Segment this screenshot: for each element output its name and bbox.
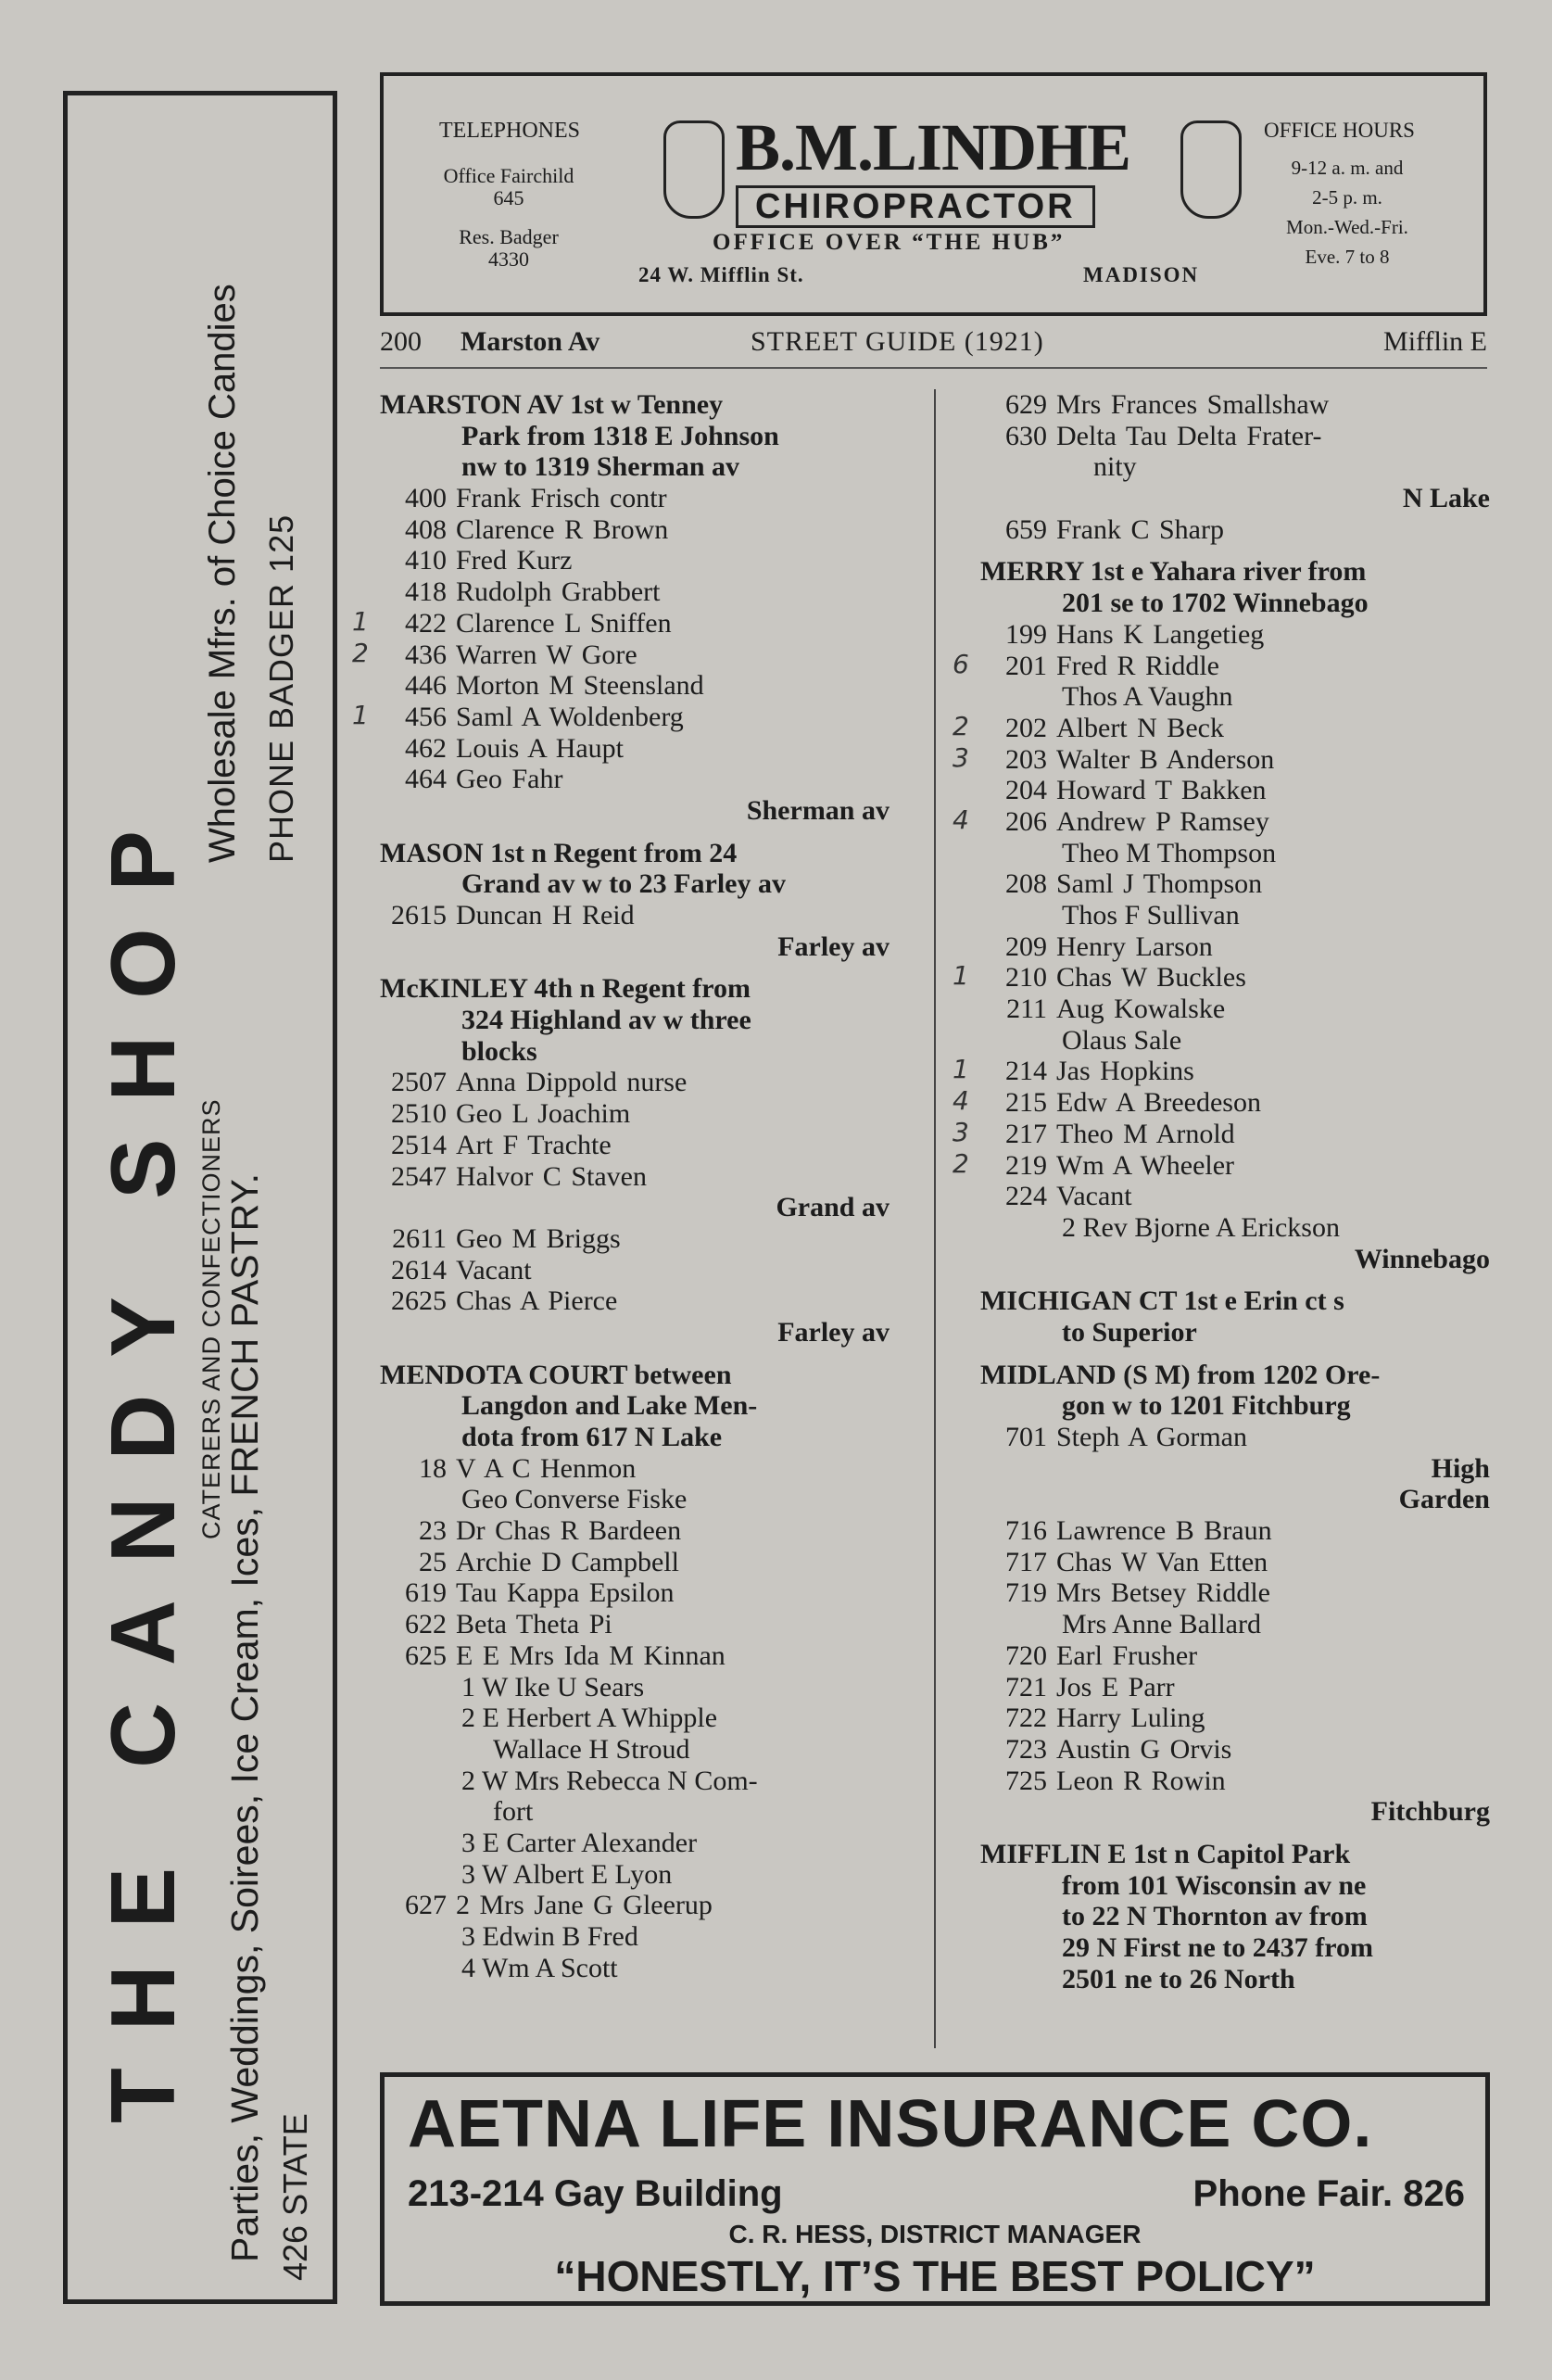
house-number: 2615	[391, 900, 447, 930]
house-number: 23	[419, 1515, 447, 1547]
resident-name: Albert N Beck	[1056, 712, 1224, 743]
directory-entry	[380, 514, 890, 546]
office-hours-4: Eve. 7 to 8	[1305, 246, 1390, 268]
resident-name: Tau Kappa Epsilon	[456, 1577, 675, 1609]
resident-name: Aug Kowalske	[1056, 994, 1226, 1025]
header-right-street: Mifflin E	[1383, 326, 1487, 357]
spacer	[980, 1348, 1490, 1360]
resident-name: Hans K Langetieg	[1056, 618, 1265, 650]
house-number: 717	[1005, 1546, 1047, 1577]
continuation-entry: fort	[493, 1796, 534, 1828]
resident-name: Art F Trachte	[456, 1129, 612, 1160]
house-number: 625	[405, 1639, 447, 1671]
directory-entry	[380, 1098, 890, 1130]
chiropractor-name: B.M.LINDHE	[736, 110, 1131, 184]
resident-name: Harry Luling	[1056, 1703, 1205, 1734]
cross-street: Garden	[1398, 1484, 1490, 1515]
candy-shop-wholesale: Wholesale Mfrs. of Choice Candies	[202, 284, 243, 863]
directory-entry	[380, 1890, 890, 1921]
house-number: 215	[1005, 1087, 1047, 1119]
street-heading: nw to 1319 Sherman av	[461, 451, 740, 483]
directory-entry	[980, 1515, 1490, 1547]
directory-entry	[980, 619, 1490, 651]
office-address: 24 W. Mifflin St.	[638, 263, 804, 286]
office-hours-title: OFFICE HOURS	[1264, 119, 1415, 142]
directory-entry	[380, 1285, 890, 1317]
office-hours-1: 9-12 a. m. and	[1291, 157, 1404, 179]
candy-shop-phone: PHONE BADGER 125	[262, 513, 300, 863]
house-number: 630	[1005, 420, 1047, 451]
street-heading: Langdon and Lake Men-	[461, 1390, 758, 1422]
res-phone-number: 4330	[488, 247, 529, 271]
handwritten-mark: 1	[352, 605, 369, 637]
street-heading: gon w to 1201 Fitchburg	[1062, 1390, 1351, 1422]
house-number: 659	[1005, 513, 1047, 545]
spacer	[980, 545, 1490, 556]
directory-entry	[380, 1515, 890, 1547]
cross-street: Farley av	[777, 1316, 890, 1348]
handwritten-mark: 4	[953, 1085, 969, 1117]
cross-street: Farley av	[777, 930, 890, 962]
house-number: 204	[1005, 775, 1047, 806]
directory-entry	[980, 994, 1490, 1025]
cross-street: N Lake	[1402, 483, 1490, 514]
resident-name: Edw A Breedeson	[1056, 1087, 1261, 1119]
directory-entry	[380, 733, 890, 765]
house-number: 2507	[391, 1067, 447, 1098]
directory-entry	[980, 1703, 1490, 1734]
page-title: STREET GUIDE (1921)	[751, 326, 1044, 357]
street-heading: from 101 Wisconsin av ne	[1062, 1869, 1367, 1901]
resident-name: Geo M Briggs	[456, 1222, 621, 1254]
house-number: 2625	[391, 1285, 447, 1317]
candy-shop-services: Parties, Weddings, Soirees, Ice Cream, Ices, FRENCH PASTRY.	[223, 1173, 266, 2262]
resident-name: Morton M Steensland	[456, 670, 704, 702]
aetna-name: AETNA LIFE INSURANCE CO.	[408, 2087, 1373, 2161]
resident-name: Archie D Campbell	[456, 1546, 679, 1577]
continuation-entry: 3 E Carter Alexander	[461, 1827, 698, 1858]
house-number: 408	[405, 513, 447, 545]
directory-entry	[953, 710, 1490, 744]
resident-name: Rudolph Grabbert	[456, 576, 661, 608]
house-number: 422	[405, 607, 447, 639]
resident-name: Vacant	[1056, 1181, 1132, 1212]
directory-entry	[380, 1130, 890, 1161]
directory-entry	[980, 1672, 1490, 1703]
house-number: 208	[1005, 868, 1047, 900]
house-number: 210	[1005, 962, 1047, 994]
aetna-address: 213-214 Gay Building	[408, 2173, 783, 2214]
scroll-ornament-left-icon	[663, 120, 725, 219]
directory-entry	[980, 514, 1490, 546]
resident-name: Halvor C Staven	[456, 1160, 647, 1192]
candy-shop-ad	[63, 91, 337, 2304]
directory-entry	[980, 1766, 1490, 1797]
aetna-ad	[380, 2072, 1490, 2306]
continuation-entry: 3 W Albert E Lyon	[461, 1858, 673, 1890]
office-phone-number: 645	[493, 186, 524, 209]
house-number: 18	[419, 1452, 447, 1484]
resident-name: Vacant	[456, 1254, 532, 1285]
directory-entry	[953, 741, 1490, 776]
house-number: 211	[1006, 994, 1047, 1025]
handwritten-mark: 6	[953, 648, 969, 679]
cross-street: Grand av	[776, 1192, 890, 1223]
candy-shop-address: 426 STATE	[276, 2113, 314, 2281]
resident-name: Chas W Van Etten	[1056, 1546, 1268, 1577]
cross-street: High	[1431, 1452, 1490, 1484]
resident-name: Mrs Frances Smallshaw	[1056, 389, 1330, 420]
street-heading: MERRY 1st e Yahara river from	[980, 556, 1367, 588]
office-hours-3: Mon.-Wed.-Fri.	[1286, 216, 1408, 238]
house-number: 446	[405, 670, 447, 702]
directory-entry	[380, 1577, 890, 1609]
handwritten-mark: 2	[953, 1147, 969, 1179]
resident-name: Theo M Arnold	[1056, 1118, 1235, 1149]
handwritten-mark: 1	[953, 1054, 969, 1085]
street-heading: McKINLEY 4th n Regent from	[380, 973, 751, 1005]
resident-name: Warren W Gore	[456, 639, 637, 670]
handwritten-mark: 2	[953, 710, 969, 741]
spacer	[380, 1348, 890, 1360]
handwritten-mark: 4	[953, 804, 969, 835]
resident-name: 2 Mrs Jane G Gleerup	[456, 1890, 713, 1921]
continuation-entry: 3 Edwin B Fred	[461, 1921, 638, 1952]
directory-entry	[380, 545, 890, 576]
resident-name: E E Mrs Ida M Kinnan	[456, 1639, 726, 1671]
directory-entry	[380, 670, 890, 702]
continuation-entry: Theo M Thompson	[1062, 837, 1277, 868]
house-number: 627	[405, 1890, 447, 1921]
directory-entry	[953, 1116, 1490, 1150]
directory-entry	[980, 775, 1490, 806]
directory-entry	[953, 648, 1490, 682]
continuation-entry: 2 W Mrs Rebecca N Com-	[461, 1765, 758, 1796]
header-divider	[380, 367, 1487, 369]
house-number: 214	[1005, 1056, 1047, 1087]
aetna-manager: C. R. HESS, DISTRICT MANAGER	[728, 2220, 1142, 2248]
spacer	[980, 1274, 1490, 1285]
page-number: 200	[380, 326, 422, 357]
directory-entry	[953, 1147, 1490, 1182]
header-left-street: Marston Av	[461, 326, 600, 357]
office-hours-2: 2-5 p. m.	[1312, 186, 1382, 209]
directory-entry	[352, 637, 890, 671]
resident-name: V A C Henmon	[456, 1452, 637, 1484]
resident-name: Delta Tau Delta Frater-	[1056, 420, 1322, 451]
house-number: 436	[405, 639, 447, 670]
continuation-entry: 1 W Ike U Sears	[461, 1671, 645, 1703]
resident-name: Leon R Rowin	[1056, 1765, 1226, 1796]
cross-street: Winnebago	[1354, 1243, 1490, 1274]
street-heading: to 22 N Thornton av from	[1062, 1901, 1368, 1932]
directory-entry	[953, 804, 1490, 838]
house-number: 199	[1005, 618, 1047, 650]
resident-name: Duncan H Reid	[456, 900, 635, 930]
directory-entry	[380, 1255, 890, 1286]
resident-name: Frank C Sharp	[1056, 513, 1224, 545]
directory-entry	[980, 389, 1490, 421]
street-heading: 324 Highland av w three	[461, 1005, 751, 1036]
resident-name: Clarence L Sniffen	[456, 607, 672, 639]
house-number: 2547	[391, 1160, 447, 1192]
house-number: 206	[1005, 805, 1047, 837]
cross-street: Fitchburg	[1370, 1796, 1490, 1828]
house-number: 2611	[392, 1222, 447, 1254]
house-number: 2614	[391, 1254, 447, 1285]
resident-name: Clarence R Brown	[456, 513, 669, 545]
house-number: 721	[1005, 1671, 1047, 1703]
continuation-entry: nity	[1093, 451, 1137, 483]
house-number: 462	[405, 732, 447, 764]
candy-shop-title: THE CANDY SHOP	[92, 793, 194, 2123]
street-heading: dota from 617 N Lake	[461, 1422, 723, 1452]
spacer	[980, 1828, 1490, 1839]
resident-name: Jas Hopkins	[1056, 1056, 1194, 1087]
directory-entry	[380, 1640, 890, 1672]
directory-entry	[980, 931, 1490, 963]
continuation-entry: Geo Converse Fiske	[461, 1484, 688, 1515]
handwritten-mark: 3	[953, 1116, 969, 1147]
candy-shop-ad-rotated	[68, 95, 333, 2299]
resident-name: Fred R Riddle	[1056, 650, 1219, 681]
directory-entry	[380, 900, 890, 931]
resident-name: Dr Chas R Bardeen	[456, 1515, 682, 1547]
handwritten-mark: 1	[352, 699, 369, 730]
office-phone	[425, 165, 592, 209]
chiropractor-profession: CHIROPRACTOR	[736, 185, 1095, 228]
street-heading: Park from 1318 E Johnson	[461, 420, 779, 451]
house-number: 224	[1005, 1181, 1047, 1212]
resident-name: Chas A Pierce	[456, 1285, 618, 1317]
street-heading: MASON 1st n Regent from 24	[380, 837, 738, 868]
continuation-entry: 2 E Herbert A Whipple	[461, 1703, 718, 1734]
directory-entry	[980, 1734, 1490, 1766]
house-number: 701	[1005, 1422, 1047, 1452]
street-heading: 29 N First ne to 2437 from	[1062, 1932, 1374, 1963]
directory-entry	[980, 1547, 1490, 1578]
chiropractor-ad	[380, 72, 1487, 316]
resident-name: Geo L Joachim	[456, 1098, 631, 1130]
house-number: 418	[405, 576, 447, 608]
continuation-entry: 2 Rev Bjorne A Erickson	[1062, 1211, 1340, 1243]
street-heading: MIDLAND (S M) from 1202 Ore-	[980, 1359, 1381, 1390]
house-number: 25	[419, 1546, 447, 1577]
resident-name: Saml J Thompson	[1056, 868, 1263, 900]
house-number: 2514	[391, 1129, 447, 1160]
resident-name: Earl Frusher	[1056, 1639, 1198, 1671]
directory-entry	[980, 1181, 1490, 1212]
directory-entry	[352, 605, 890, 639]
resident-name: Walter B Anderson	[1056, 743, 1275, 775]
house-number: 410	[405, 545, 447, 576]
resident-name: Howard T Bakken	[1056, 775, 1267, 806]
directory-entry	[980, 421, 1490, 452]
street-heading: blocks	[461, 1035, 537, 1067]
handwritten-mark: 2	[352, 637, 369, 668]
cross-street: Sherman av	[746, 794, 890, 826]
resident-name: Lawrence B Braun	[1056, 1515, 1272, 1547]
resident-name: Henry Larson	[1056, 930, 1213, 962]
resident-name: Saml A Woldenberg	[456, 701, 684, 732]
directory-entry	[380, 1067, 890, 1098]
left-column	[352, 389, 890, 1983]
resident-name: Chas W Buckles	[1056, 962, 1246, 994]
resident-name: Andrew P Ramsey	[1056, 805, 1269, 837]
directory-entry	[980, 1422, 1490, 1453]
resident-name: Steph A Gorman	[1056, 1422, 1247, 1452]
house-number: 464	[405, 764, 447, 795]
street-heading: MENDOTA COURT between	[380, 1359, 732, 1390]
house-number: 202	[1005, 712, 1047, 743]
house-number: 720	[1005, 1639, 1047, 1671]
resident-name: Anna Dippold nurse	[456, 1067, 688, 1098]
directory-entry	[380, 483, 890, 514]
house-number: 622	[405, 1609, 447, 1640]
continuation-entry: Mrs Anne Ballard	[1062, 1609, 1261, 1640]
resident-name: Frank Frisch contr	[456, 483, 667, 514]
handwritten-mark: 1	[953, 960, 969, 992]
telephones-label: TELEPHONES	[439, 119, 580, 143]
directory-entry	[380, 764, 890, 795]
street-heading: MIFFLIN E 1st n Capitol Park	[980, 1838, 1351, 1869]
continuation-entry: Wallace H Stroud	[493, 1733, 690, 1765]
directory-entry	[980, 1577, 1490, 1609]
aetna-slogan: “HONESTLY, IT’S THE BEST POLICY”	[554, 2252, 1316, 2300]
directory-entry	[380, 1453, 890, 1485]
directory-entry	[380, 1547, 890, 1578]
spacer	[380, 962, 890, 973]
office-location: OFFICE OVER “THE HUB”	[713, 230, 1066, 255]
directory-entry	[953, 960, 1490, 994]
resident-name: Beta Theta Pi	[456, 1609, 612, 1640]
resident-name: Louis A Haupt	[456, 732, 625, 764]
continuation-entry: Thos F Sullivan	[1062, 900, 1240, 930]
house-number: 725	[1005, 1765, 1047, 1796]
house-number: 217	[1005, 1118, 1047, 1149]
street-heading: MICHIGAN CT 1st e Erin ct s	[980, 1285, 1344, 1317]
column-divider	[934, 389, 936, 2048]
house-number: 2510	[391, 1098, 447, 1130]
res-phone-label: Res. Badger	[459, 225, 559, 248]
res-phone	[425, 226, 592, 271]
house-number: 456	[405, 701, 447, 732]
resident-name: Geo Fahr	[456, 764, 563, 795]
house-number: 722	[1005, 1703, 1047, 1734]
house-number: 716	[1005, 1515, 1047, 1547]
directory-entry	[980, 1640, 1490, 1672]
aetna-phone: Phone Fair. 826	[1192, 2173, 1465, 2214]
house-number: 201	[1005, 650, 1047, 681]
continuation-entry: 4 Wm A Scott	[461, 1952, 618, 1983]
resident-name: Fred Kurz	[456, 545, 573, 576]
house-number: 619	[405, 1577, 447, 1609]
house-number: 203	[1005, 743, 1047, 775]
directory-entry	[380, 1161, 890, 1193]
street-heading: Grand av w to 23 Farley av	[461, 868, 786, 900]
street-heading: 201 se to 1702 Winnebago	[1062, 588, 1369, 619]
directory-entry	[380, 1609, 890, 1640]
resident-name: Jos E Parr	[1056, 1671, 1175, 1703]
office-city: MADISON	[1083, 263, 1200, 286]
scroll-ornament-right-icon	[1180, 120, 1242, 219]
resident-name: Mrs Betsey Riddle	[1056, 1577, 1270, 1609]
directory-entry	[980, 868, 1490, 900]
office-phone-label: Office Fairchild	[443, 164, 574, 187]
candy-shop-subtitle: CATERERS AND CONFECTIONERS	[197, 1098, 225, 1539]
directory-entry	[380, 576, 890, 608]
directory-entry	[953, 1085, 1490, 1119]
spacer	[380, 827, 890, 838]
resident-name: Wm A Wheeler	[1056, 1149, 1235, 1181]
house-number: 723	[1005, 1733, 1047, 1765]
street-heading: 2501 ne to 26 North	[1062, 1963, 1295, 1994]
directory-entry	[380, 1223, 890, 1255]
house-number: 400	[405, 483, 447, 514]
handwritten-mark: 3	[953, 741, 969, 773]
house-number: 209	[1005, 930, 1047, 962]
right-column	[953, 389, 1490, 1994]
street-heading: to Superior	[1062, 1316, 1197, 1348]
house-number: 219	[1005, 1149, 1047, 1181]
house-number: 719	[1005, 1577, 1047, 1609]
directory-entry	[953, 1054, 1490, 1087]
resident-name: Austin G Orvis	[1056, 1733, 1232, 1765]
street-heading: MARSTON AV 1st w Tenney	[380, 389, 724, 420]
continuation-entry: Olaus Sale	[1062, 1024, 1182, 1056]
continuation-entry: Thos A Vaughn	[1062, 681, 1233, 713]
house-number: 629	[1005, 389, 1047, 420]
directory-entry	[352, 699, 890, 733]
